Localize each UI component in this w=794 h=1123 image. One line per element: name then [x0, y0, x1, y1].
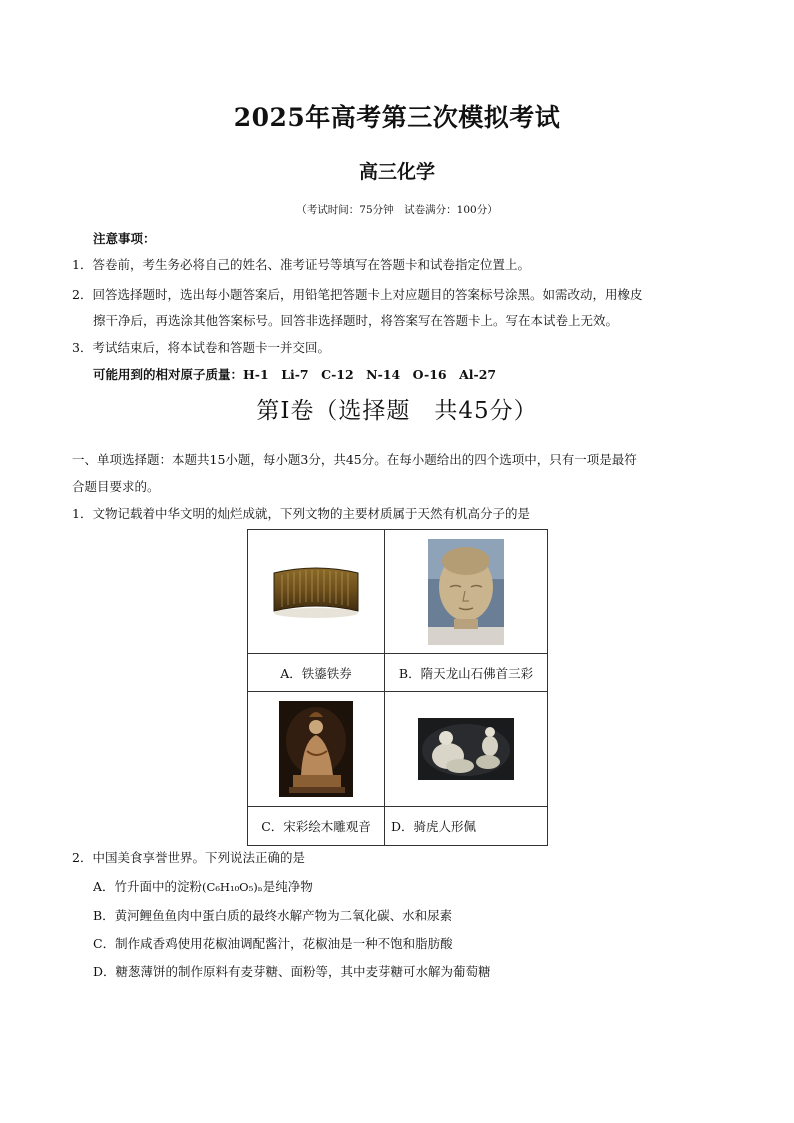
- stone-buddha-head-image: [428, 539, 504, 645]
- option-a-text-end: 是纯净物: [262, 879, 313, 894]
- note-item-2-cont: 擦干净后，再选涂其他答案标号。回答非选择题时，将答案写在答题卡上。写在本试卷上无效。: [93, 313, 619, 328]
- question-2-stem: 2．中国美食享誉世界。下列说法正确的是: [72, 850, 305, 865]
- relic-image-cell-a: [248, 530, 385, 654]
- section-title: 第Ⅰ卷（选择题 共45分）: [256, 398, 538, 424]
- notes-heading: 注意事项：: [93, 231, 156, 246]
- relic-image-cell-b: [385, 530, 548, 654]
- option-b-label: B．隋天龙山石佛首三彩: [398, 665, 534, 681]
- option-a-cell: [248, 654, 385, 692]
- option-c-cell: [248, 807, 385, 846]
- exam-title: 2025年高考第三次模拟考试: [233, 103, 561, 132]
- question-2-option-c: C．制作咸香鸡使用花椒油调配酱汁，花椒油是一种不饱和脂肪酸: [93, 936, 453, 951]
- question-2-option-b: B．黄河鲤鱼鱼肉中蛋白质的最终水解产物为二氧化碳、水和尿素: [93, 908, 453, 923]
- question-2-option-a: [93, 877, 313, 895]
- option-c-label: C．宋彩绘木雕观音: [261, 819, 371, 834]
- option-d-label: D．骑虎人形佩: [391, 819, 477, 834]
- exam-subject: 高三化学: [358, 161, 435, 183]
- question-1-stem: 1．文物记载着中华文明的灿烂成就，下列文物的主要材质属于天然有机高分子的是: [72, 506, 530, 521]
- section-instruction-cont: 合题目要求的。: [72, 479, 160, 494]
- exam-info: （考试时间：75分钟 试卷满分：100分）: [296, 204, 498, 216]
- section-instruction: 一、单项选择题：本题共15小题，每小题3分，共45分。在每小题给出的四个选项中，只有一项是最符: [72, 452, 637, 467]
- option-a-label: A．铁鎏铁券: [280, 665, 352, 681]
- note-item-3: 3．考试结束后，将本试卷和答题卡一并交回。: [72, 340, 330, 355]
- note-item-1: 1．答卷前，考生务必将自己的姓名、准考证号等填写在答题卡和试卷指定位置上。: [72, 257, 530, 272]
- wooden-guanyin-image: [279, 701, 353, 797]
- note-item-2: 2．回答选择题时，选出每小题答案后，用铅笔把答题卡上对应题目的答案标号涂黑。如需改动，用橡皮: [72, 287, 643, 302]
- option-a-text: A．竹升面中的淀粉: [93, 879, 203, 894]
- relics-table: [247, 529, 548, 846]
- starch-formula: (C₆H₁₀O₅)ₙ: [202, 880, 263, 894]
- jade-tiger-rider-pendant-image: [418, 718, 514, 780]
- option-d-cell: [385, 807, 548, 846]
- question-2-option-d: D．糖葱薄饼的制作原料有麦芽糖、面粉等，其中麦芽糖可水解为葡萄糖: [93, 964, 491, 979]
- relic-image-cell-d: [385, 692, 548, 807]
- iron-certificate-image: [270, 561, 362, 623]
- atomic-masses: 可能用到的相对原子质量：H-1 Li-7 C-12 N-14 O-16 Al-27: [93, 367, 497, 382]
- relic-image-cell-c: [248, 692, 385, 807]
- option-b-cell: [385, 654, 548, 692]
